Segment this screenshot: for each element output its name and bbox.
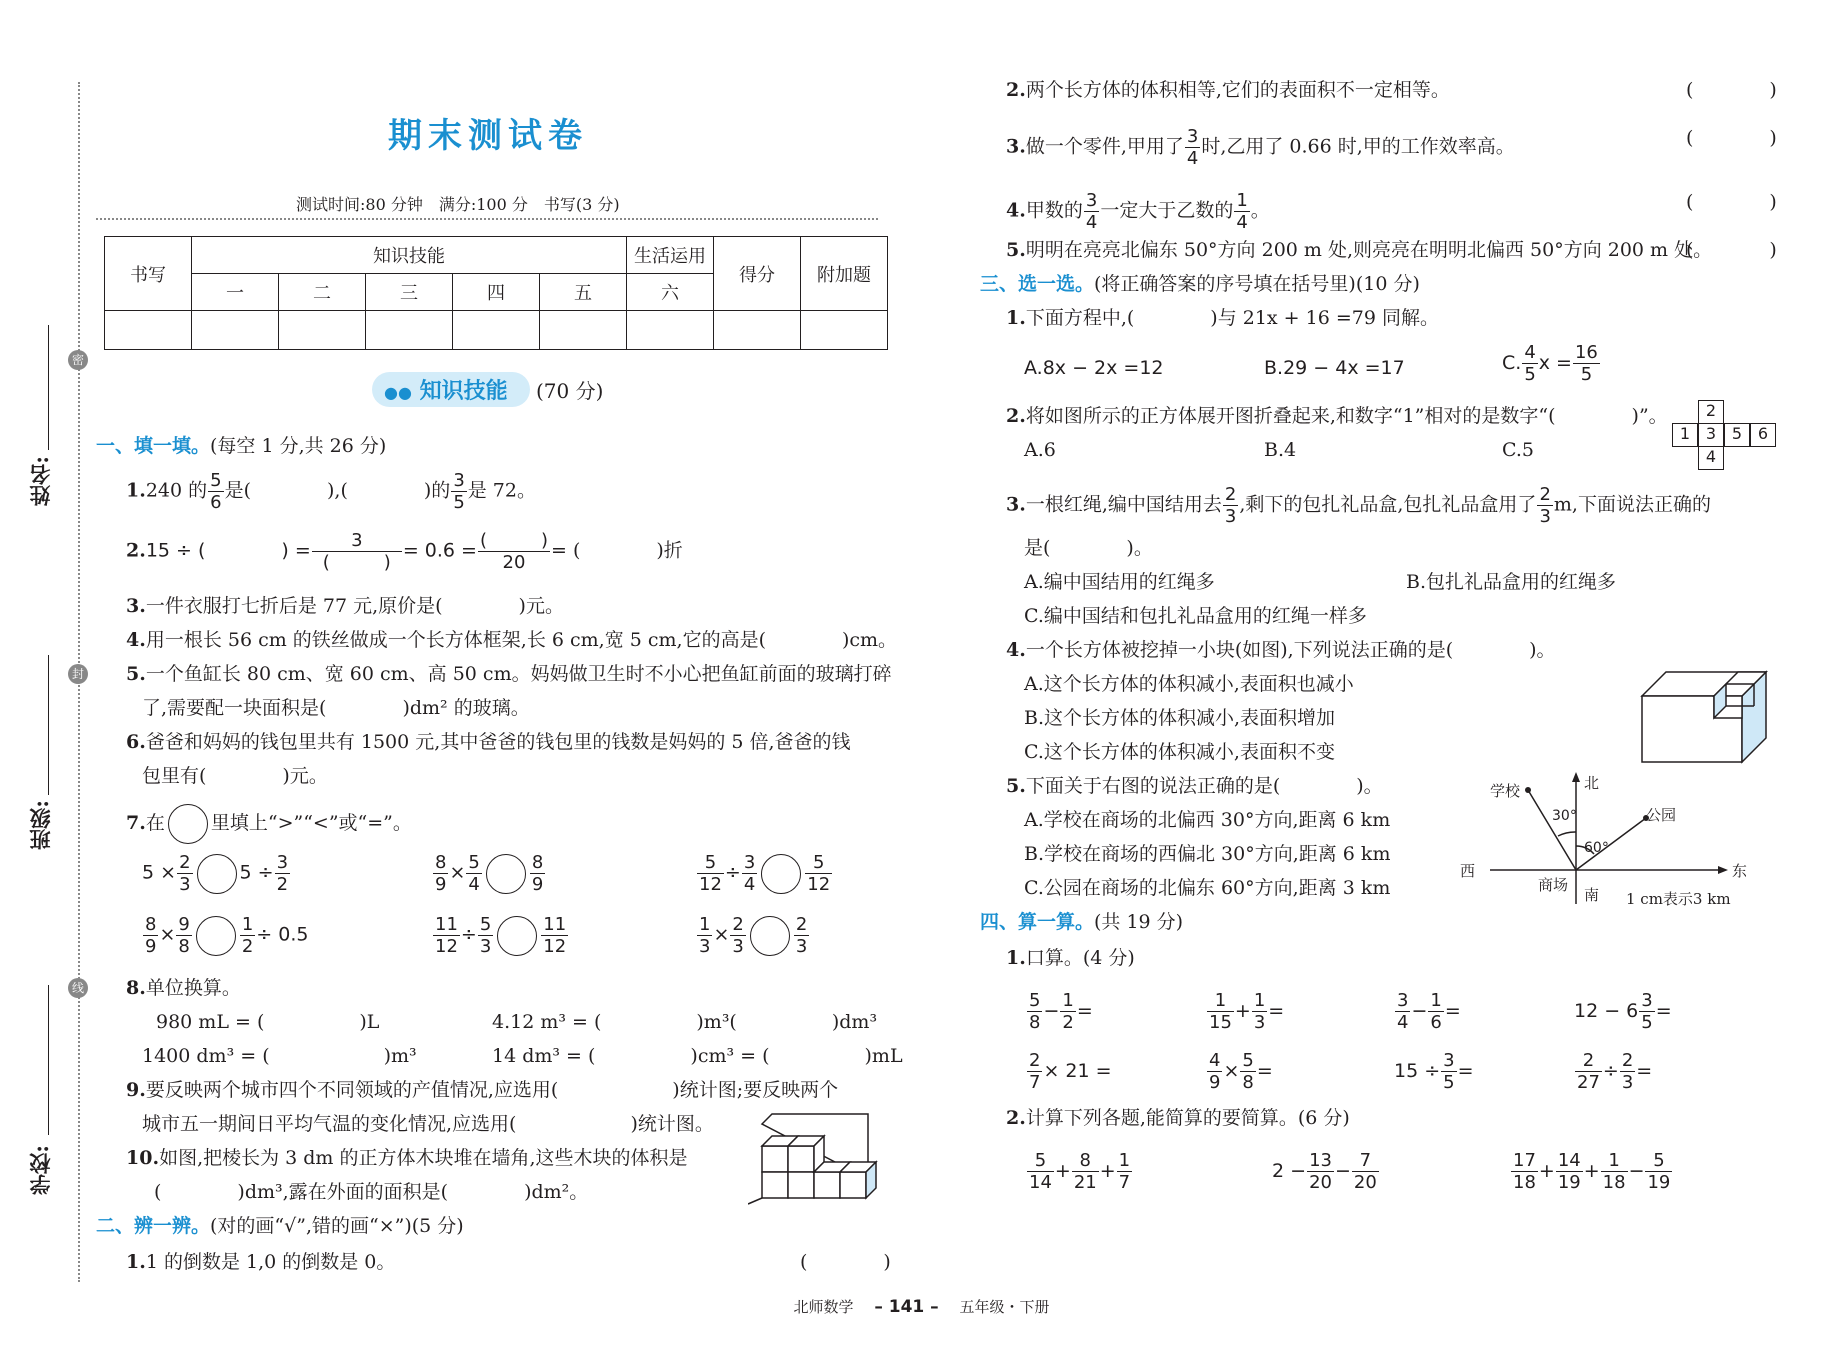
mall-label: 商场 <box>1538 876 1569 894</box>
seal-mark: 封 <box>68 664 88 684</box>
choice-2-c: C.5 <box>1502 439 1534 461</box>
class-label: 班级: <box>28 800 53 850</box>
oral-calc: 12 − 6 $\frac{3}{5}$ = <box>1574 990 1672 1033</box>
score-col: 四 <box>453 274 540 311</box>
answer-paren[interactable]: ( ) <box>1686 239 1777 261</box>
stacked-cubes-diagram <box>748 1112 888 1208</box>
net-cell: 1 <box>1672 423 1698 447</box>
net-cell: 4 <box>1698 446 1724 470</box>
knowledge-heading <box>372 372 603 407</box>
scale-label: 1 cm表示3 km <box>1626 890 1731 908</box>
score-cell[interactable] <box>801 311 888 350</box>
north-label: 北 <box>1584 774 1600 792</box>
choice-2-b: B.4 <box>1264 439 1297 461</box>
class-line <box>48 655 49 795</box>
score-table <box>104 236 888 350</box>
choice-3-cont: 是( )。 <box>1024 537 1153 559</box>
oral-calc: $\frac{1}{15}$ + $\frac{1}{3}$ = <box>1209 990 1285 1033</box>
score-cell[interactable] <box>714 311 801 350</box>
q8-b: 4.12 m³ = ( )m³( )dm³ <box>492 1011 878 1033</box>
calc-1: 1.口算。(4 分) <box>1006 947 1135 969</box>
net-cell: 2 <box>1698 400 1724 424</box>
choice-3: 3.一根红绳,编中国结用去 $\frac{2}{3}$ ,剩下的包扎礼品盒,包扎礼品盒用了 $\frac{2}{3}$ m,下面说法正确的 <box>1006 484 1711 527</box>
choice-4: 4.一个长方体被挖掉一小块(如图),下列说法正确的是( )。 <box>1006 639 1556 661</box>
question-3: 3.一件衣服打七折后是 77 元,原价是( )元。 <box>126 595 564 617</box>
oral-calc: $\frac{4}{9}$ × $\frac{5}{8}$ = <box>1209 1050 1273 1093</box>
west-label: 西 <box>1460 862 1476 880</box>
question-10: 10.如图,把棱长为 3 dm 的正方体木块堆在墙角,这些木块的体积是 <box>126 1147 688 1169</box>
park-label: 公园 <box>1646 806 1677 824</box>
score-header: 附加题 <box>801 237 888 311</box>
net-cell: 6 <box>1750 423 1776 447</box>
score-header: 生活运用 <box>627 237 714 274</box>
angle-60-label: 60° <box>1584 840 1609 856</box>
judge-3: 3.做一个零件,甲用了 $\frac{3}{4}$ 时,乙用了 0.66 时,甲的工作效率高。 <box>1006 126 1515 169</box>
answer-paren[interactable]: ( ) <box>800 1251 891 1273</box>
question-6-cont: 包里有( )元。 <box>142 765 328 787</box>
score-cell[interactable] <box>105 311 192 350</box>
page-footer <box>0 1296 1843 1317</box>
score-col: 二 <box>279 274 366 311</box>
compare-item: $\frac{5}{12}$ ÷ $\frac{3}{4}$ $\frac{5}{12}$ <box>699 852 831 895</box>
choice-1-b: B.29 − 4x =17 <box>1264 357 1405 379</box>
compare-item: $\frac{8}{9}$ × $\frac{9}{8}$ $\frac{1}{2}$ ÷ 0.5 <box>145 914 309 957</box>
dots-icon: ●● <box>384 383 412 402</box>
score-cell[interactable] <box>192 311 279 350</box>
choice-4-a: A.这个长方体的体积减小,表面积也减小 <box>1024 673 1354 695</box>
choice-2: 2.将如图所示的正方体展开图折叠起来,和数字“1”相对的是数字“( )”。 <box>1006 405 1668 427</box>
judge-4: 4.甲数的 $\frac{3}{4}$ 一定大于乙数的 $\frac{1}{4}$ 。 <box>1006 190 1270 233</box>
name-line <box>48 325 49 450</box>
compare-circle[interactable] <box>497 916 537 956</box>
score-cell[interactable] <box>453 311 540 350</box>
footer-grade: 五年级・下册 <box>959 1298 1050 1316</box>
judge-5: 5.明明在亮亮北偏东 50°方向 200 m 处,则亮亮在明明北偏西 50°方向 200 m 处。 <box>1006 239 1713 261</box>
compare-circle[interactable] <box>196 916 236 956</box>
section-2-heading: 二、辨一辨。(对的画“√”,错的画“×”)(5 分) <box>96 1215 464 1237</box>
question-6: 6.爸爸和妈妈的钱包里共有 1500 元,其中爸爸的钱包里的钱数是妈妈的 5 倍,爸爸的钱 <box>126 731 851 753</box>
choice-1-c: C. $\frac{4}{5}$ x = $\frac{16}{5}$ <box>1502 342 1598 385</box>
knowledge-score: (70 分) <box>535 379 604 403</box>
choice-5-a: A.学校在商场的北偏西 30°方向,距离 6 km <box>1024 809 1391 831</box>
score-col: 一 <box>192 274 279 311</box>
choice-3-b: B.包扎礼品盒用的红绳多 <box>1406 571 1617 593</box>
seal-mark: 密 <box>68 350 88 370</box>
net-cell: 5 <box>1724 423 1750 447</box>
compare-item: $\frac{8}{9}$ × $\frac{5}{4}$ $\frac{8}{9}$ <box>435 852 544 895</box>
question-1: 1.240 的 $\frac{5}{6}$ 是( ),( )的 $\frac{3}{5}$ 是 72。 <box>126 470 536 513</box>
page-number: – 141 – <box>874 1297 939 1317</box>
exam-meta: 测试时间:80 分钟 满分:100 分 书写(3 分) <box>296 195 620 214</box>
oral-calc: $\frac{2}{27}$ ÷ $\frac{2}{3}$ = <box>1577 1050 1653 1093</box>
score-col: 五 <box>540 274 627 311</box>
oral-calc: 15 ÷ $\frac{3}{5}$ = <box>1394 1050 1474 1093</box>
question-7: 7.在 里填上“>”“<”或“=”。 <box>126 804 412 844</box>
score-header: 书写 <box>105 237 192 311</box>
question-5-cont: 了,需要配一块面积是( )dm² 的玻璃。 <box>142 697 530 719</box>
score-cell[interactable] <box>279 311 366 350</box>
section-4-heading: 四、算一算。(共 19 分) <box>980 911 1184 933</box>
net-cell: 3 <box>1698 423 1724 447</box>
compare-circle[interactable] <box>750 916 790 956</box>
compare-item: $\frac{11}{12}$ ÷ $\frac{5}{3}$ $\frac{11}{12}$ <box>435 914 567 957</box>
oral-calc: $\frac{5}{8}$ − $\frac{1}{2}$ = <box>1029 990 1093 1033</box>
compare-circle[interactable] <box>168 804 208 844</box>
score-cell[interactable] <box>366 311 453 350</box>
question-9: 9.要反映两个城市四个不同领域的产值情况,应选用( )统计图;要反映两个 <box>126 1079 839 1101</box>
meta-divider <box>96 218 878 220</box>
oral-calc: $\frac{2}{7}$ × 21 = <box>1029 1050 1112 1093</box>
name-label: 姓名: <box>28 456 53 506</box>
answer-paren[interactable]: ( ) <box>1686 191 1777 213</box>
choice-1: 1.下面方程中,( )与 21x + 16 =79 同解。 <box>1006 307 1439 329</box>
school-label: 学校: <box>28 1145 53 1195</box>
score-header: 知识技能 <box>192 237 627 274</box>
q8-a: 980 mL = ( )L <box>156 1011 380 1033</box>
compare-item: 5 × $\frac{2}{3}$ 5 ÷ $\frac{3}{2}$ <box>142 852 289 895</box>
judge-2: 2.两个长方体的体积相等,它们的表面积不一定相等。 <box>1006 79 1450 101</box>
cube-net-diagram <box>1672 400 1776 474</box>
judge-1: 1.1 的倒数是 1,0 的倒数是 0。 <box>126 1251 396 1273</box>
q8-c: 1400 dm³ = ( )m³ <box>142 1045 417 1067</box>
choice-4-b: B.这个长方体的体积减小,表面积增加 <box>1024 707 1336 729</box>
choice-5-c: C.公园在商场的北偏东 60°方向,距离 3 km <box>1024 877 1391 899</box>
knowledge-label: 知识技能 <box>419 378 508 404</box>
south-label: 南 <box>1584 886 1600 904</box>
oral-calc: $\frac{3}{4}$ − $\frac{1}{6}$ = <box>1397 990 1461 1033</box>
simplify-calc: $\frac{5}{14}$ + $\frac{8}{21}$ + $\frac{1}{7}$ <box>1029 1150 1131 1193</box>
compare-circle[interactable] <box>486 854 526 894</box>
question-8: 8.单位换算。 <box>126 977 241 999</box>
q8-d: 14 dm³ = ( )cm³ = ( )mL <box>492 1045 903 1067</box>
score-cell[interactable] <box>627 311 714 350</box>
compare-circle[interactable] <box>197 854 237 894</box>
answer-paren[interactable]: ( ) <box>1686 79 1777 101</box>
school-label: 学校 <box>1490 782 1521 800</box>
footer-book: 北师数学 <box>793 1298 854 1316</box>
choice-3-a: A.编中国结用的红绳多 <box>1024 571 1215 593</box>
question-5: 5.一个鱼缸长 80 cm、宽 60 cm、高 50 cm。妈妈做卫生时不小心把鱼缸前面的玻璃打碎 <box>126 663 892 685</box>
simplify-calc: $\frac{17}{18}$ + $\frac{14}{19}$ + $\frac{1}{18}$ − $\frac{5}{19}$ <box>1513 1150 1671 1193</box>
choice-3-c: C.编中国结和包扎礼品盒用的红绳一样多 <box>1024 605 1367 627</box>
choice-5: 5.下面关于右图的说法正确的是( )。 <box>1006 775 1383 797</box>
calc-2: 2.计算下列各题,能简算的要简算。(6 分) <box>1006 1107 1350 1129</box>
question-9-cont: 城市五一期间日平均气温的变化情况,应选用( )统计图。 <box>142 1113 714 1135</box>
east-label: 东 <box>1732 862 1748 880</box>
section-1-heading: 一、填一填。(每空 1 分,共 26 分) <box>96 435 387 457</box>
question-4: 4.用一根长 56 cm 的铁丝做成一个长方体框架,长 6 cm,宽 5 cm,它的高是( )cm。 <box>126 629 898 651</box>
question-10-cont: ( )dm³,露在外面的面积是( )dm²。 <box>154 1181 589 1203</box>
compare-item: $\frac{1}{3}$ × $\frac{2}{3}$ $\frac{2}{3}$ <box>699 914 808 957</box>
score-header: 得分 <box>714 237 801 311</box>
cuboid-notch-diagram <box>1640 670 1770 764</box>
compare-circle[interactable] <box>761 854 801 894</box>
angle-30-label: 30° <box>1552 808 1577 824</box>
answer-paren[interactable]: ( ) <box>1686 127 1777 149</box>
score-col: 三 <box>366 274 453 311</box>
score-col: 六 <box>627 274 714 311</box>
page-title: 期末测试卷 <box>388 116 588 156</box>
score-cell[interactable] <box>540 311 627 350</box>
choice-1-a: A.8x − 2x =12 <box>1024 357 1164 379</box>
simplify-calc: 2 − $\frac{13}{20}$ − $\frac{7}{20}$ <box>1272 1150 1377 1193</box>
section-3-heading: 三、选一选。(将正确答案的序号填在括号里)(10 分) <box>980 273 1420 295</box>
school-line <box>48 985 49 1135</box>
choice-5-b: B.学校在商场的西偏北 30°方向,距离 6 km <box>1024 843 1391 865</box>
seal-mark: 线 <box>68 978 88 998</box>
choice-2-a: A.6 <box>1024 439 1056 461</box>
compass-diagram <box>1460 770 1760 910</box>
question-2: 2.15 ÷ ( ) = $\frac{3}{( )}$ = 0.6 = $\frac{( )}{20}$ = ( )折 <box>126 530 683 573</box>
choice-4-c: C.这个长方体的体积减小,表面积不变 <box>1024 741 1335 763</box>
